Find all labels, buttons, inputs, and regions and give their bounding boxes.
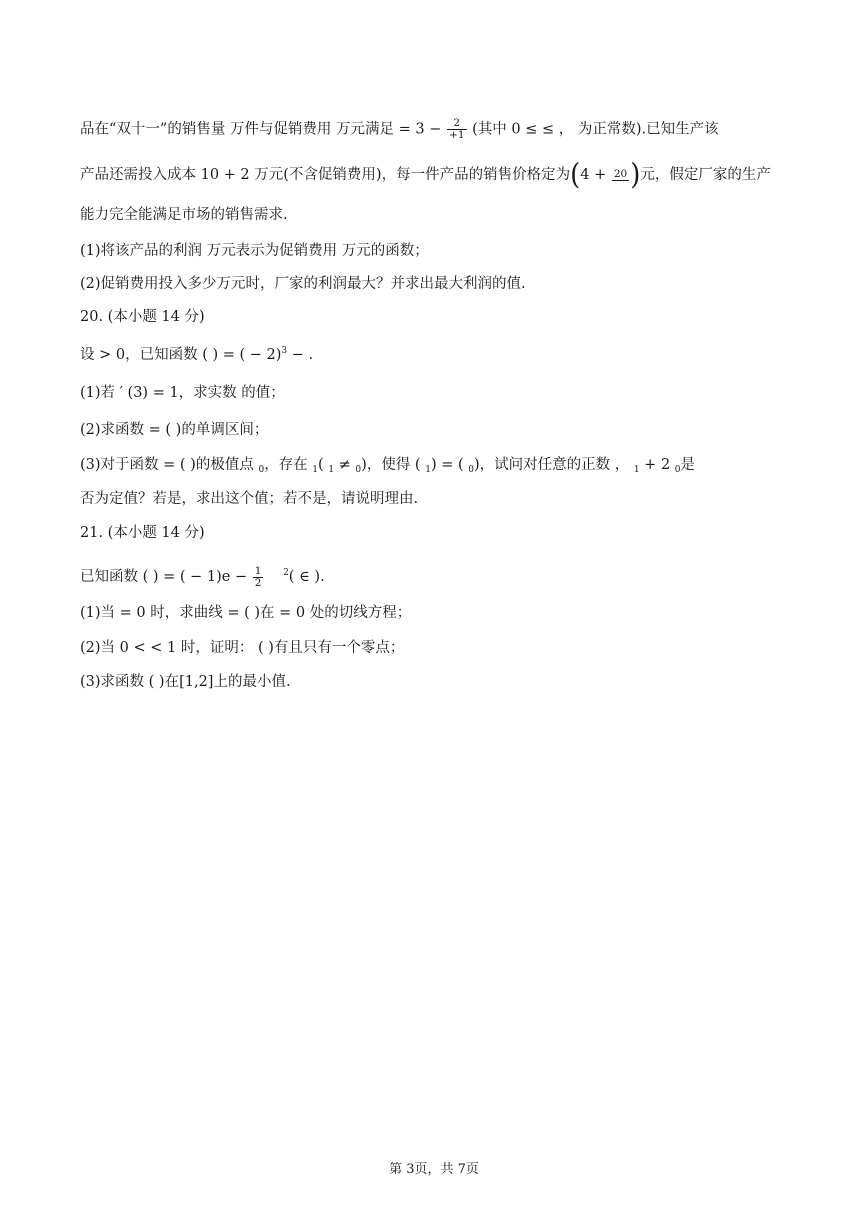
q21-part-3: (3)求函数 ( )在[1,2]上的最小值. xyxy=(80,674,291,690)
q20-stem-text-b: − . xyxy=(287,347,314,363)
q20-stem-text-a: 设 > 0，已知函数 ( ) = ( − 2) xyxy=(80,347,282,363)
q20-part-2: (2)求函数 = ( )的单调区间； xyxy=(80,422,269,438)
q20-stem-exponent: 3 xyxy=(281,346,288,356)
q20-p3-g: )，试问对任意的正数 ， xyxy=(473,457,634,473)
q19-price-fraction xyxy=(612,169,629,181)
q19-line-1-text-a: 品在“双十一”的销售量 万件与促销费用 万元满足 = 3 − xyxy=(80,121,442,138)
q19-fraction-numerator: 2 xyxy=(447,118,466,130)
q21-fraction-denominator: 2 xyxy=(254,576,262,589)
q21-part-2: (2)当 0 < < 1 时，证明： ( )有且只有一个零点； xyxy=(80,640,405,656)
q20-p3-h: + 2 xyxy=(639,457,675,473)
q21-stem-exponent: 2 xyxy=(283,568,289,578)
q21-fraction-numerator: 1 xyxy=(254,564,262,577)
right-paren: ) xyxy=(630,158,641,192)
q21-fraction xyxy=(253,566,264,589)
q20-p3-sub-1: 0 xyxy=(258,465,265,475)
q19-part-2: (2)促销费用投入多少万元时，厂家的利润最大？并求出最大利润的值. xyxy=(80,276,526,292)
q20-p3-i: 是 xyxy=(680,457,696,473)
q21-stem-text-b: ( ∈ ). xyxy=(288,569,325,585)
q19-fraction xyxy=(447,118,466,141)
q19-part-1: (1)将该产品的利润 万元表示为促销费用 万元的函数； xyxy=(80,243,429,259)
q19-line-1-text-b: (其中 0 ≤ ≤ ， 为正常数).已知生产该 xyxy=(472,121,719,138)
q20-p3-b: ，存在 xyxy=(264,457,313,473)
q20-p3-sub-3: 1 xyxy=(328,465,335,475)
q20-stem xyxy=(80,341,313,365)
q21-header: 21. (本小题 14 分) xyxy=(80,525,205,541)
q19-line-3: 能力完全能满足市场的销售需求. xyxy=(80,207,288,223)
q21-stem xyxy=(80,563,325,589)
q19-price-fraction-numerator: 20 xyxy=(613,168,628,180)
q20-p3-sub-6: 0 xyxy=(468,465,474,475)
q20-p3-c: ( xyxy=(318,457,329,473)
q20-p3-a: (3)对于函数 = ( )的极值点 xyxy=(80,457,259,473)
left-paren: ( xyxy=(570,158,581,192)
q19-line-2 xyxy=(80,158,771,192)
q20-p3-e: )，使得 ( xyxy=(361,457,426,473)
q20-part-3 xyxy=(80,455,695,480)
q20-header: 20. (本小题 14 分) xyxy=(80,309,205,325)
q19-line-2-text-b: 元，假定厂家的生产 xyxy=(640,167,771,183)
q20-p3-sub-2: 1 xyxy=(312,465,319,475)
q19-fraction-denominator: +1 xyxy=(449,129,465,141)
q19-line-1 xyxy=(80,118,719,141)
q21-part-1: (1)当 = 0 时，求曲线 = ( )在 = 0 处的切线方程； xyxy=(80,605,412,621)
q20-p3-sub-4: 0 xyxy=(355,465,362,475)
q19-price-expr: 4 + xyxy=(580,167,607,183)
q21-stem-text-a: 已知函数 ( ) = ( − 1)e − xyxy=(80,569,248,585)
page-footer: 第 3页，共 7页 xyxy=(389,1162,479,1177)
q20-p3-sub-8: 0 xyxy=(674,465,681,475)
q20-part-1: (1)若 ′ (3) = 1，求实数 的值； xyxy=(80,385,285,401)
q19-line-2-text-a: 产品还需投入成本 10 + 2 万元(不含促销费用)，每一件产品的销售价格定为 xyxy=(80,167,571,183)
q20-p3-sub-7: 1 xyxy=(633,465,640,475)
q20-part-3-continued: 否为定值？若是，求出这个值；若不是，请说明理由. xyxy=(80,491,419,507)
q20-p3-f: ) = ( xyxy=(430,457,469,473)
q20-p3-d: ≠ xyxy=(334,457,356,473)
q20-p3-sub-5: 1 xyxy=(425,465,431,475)
